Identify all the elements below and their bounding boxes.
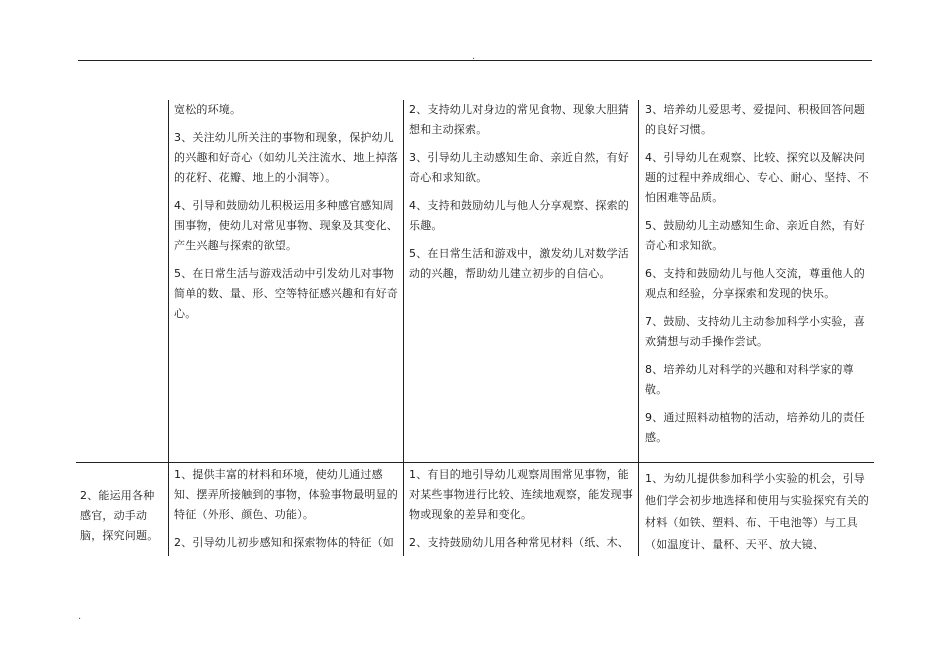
list-item: 7、鼓励、支持幼儿主动参加科学小实验，喜欢猜想与动手操作尝试。 [645, 315, 865, 348]
row-divider [76, 462, 874, 463]
list-item: 4、引导幼儿在观察、比较、探究以及解决问题的过程中养成细心、专心、耐心、坚持、不怕困难等品质。 [645, 151, 869, 204]
list-item: 2、支持幼儿对身边的常见食物、现象大胆猜想和主动探索。 [409, 103, 629, 136]
column-divider-3 [638, 100, 639, 556]
list-item: 1、提供丰富的材料和环境，使幼儿通过感知、摆弄所接触到的事物，体验事物最明显的特征（外形、颜色、功能）。 [174, 468, 398, 521]
list-item: 8、培养幼儿对科学的兴趣和对科学家的尊敬。 [645, 363, 854, 396]
list-item: 4、引导和鼓励幼儿积极运用多种感官感知周围事物，使幼儿对常见事物、现象及其变化、产生兴趣与探索的欲望。 [174, 199, 398, 252]
row2-col3-cell [645, 468, 871, 564]
row1-col2-cell [409, 100, 635, 292]
list-item: 1、为幼儿提供参加科学小实验的机会，引导他们学会初步地选择和使用与实验探究有关的材料（如铁、塑料、布、干电池等）与工具（如温度计、量杯、天平、放大镜、 [645, 472, 869, 551]
list-item: 5、鼓励幼儿主动感知生命、亲近自然，有好奇心和求知欲。 [645, 219, 865, 252]
row1-col3-cell [645, 100, 871, 456]
list-item: 宽松的环境。 [174, 103, 242, 116]
row1-col1-cell [174, 100, 400, 332]
list-item: 2、支持鼓励幼儿用各种常见材料（纸、木、 [409, 536, 629, 549]
column-divider-2 [403, 100, 404, 556]
list-item: 2、引导幼儿初步感知和探索物体的特征（如 [174, 536, 394, 549]
list-item: 5、在日常生活和游戏中，激发幼儿对数学活动的兴趣，帮助幼儿建立初步的自信心。 [409, 247, 629, 280]
list-item: 1、有目的地引导幼儿观察周围常见事物，能对某些事物进行比较、连续地观察，能发现事物或现象的差异和变化。 [409, 468, 633, 521]
column-divider-1 [168, 100, 169, 556]
list-item: 9、通过照料动植物的活动，培养幼儿的责任感。 [645, 411, 865, 444]
list-item: 6、支持和鼓励幼儿与他人交流，尊重他人的观点和经验，分享探索和发现的快乐。 [645, 267, 865, 300]
list-item: 3、培养幼儿爱思考、爱提问、积极回答问题的良好习惯。 [645, 103, 865, 136]
header-rule [78, 60, 872, 61]
list-item: 5、在日常生活与游戏活动中引发幼儿对事物简单的数、量、形、空等特征感兴趣和有好奇心。 [174, 267, 398, 320]
row2-col1-cell [174, 465, 400, 561]
row2-col2-cell [409, 465, 635, 561]
row2-goal-label: 2、能运用各种感官，动手动脑，探究问题。 [80, 489, 159, 542]
list-item: 3、引导幼儿主动感知生命、亲近自然，有好奇心和求知欲。 [409, 151, 629, 184]
footer-mark: . [78, 611, 82, 622]
list-item: 3、关注幼儿所关注的事物和现象，保护幼儿的兴趣和好奇心（如幼儿关注流水、地上掉落的花籽、花瓣、地上的小洞等）。 [174, 131, 398, 184]
list-item: 4、支持和鼓励幼儿与他人分享观察、探索的乐趣。 [409, 199, 629, 232]
header-mark: . [472, 51, 476, 62]
